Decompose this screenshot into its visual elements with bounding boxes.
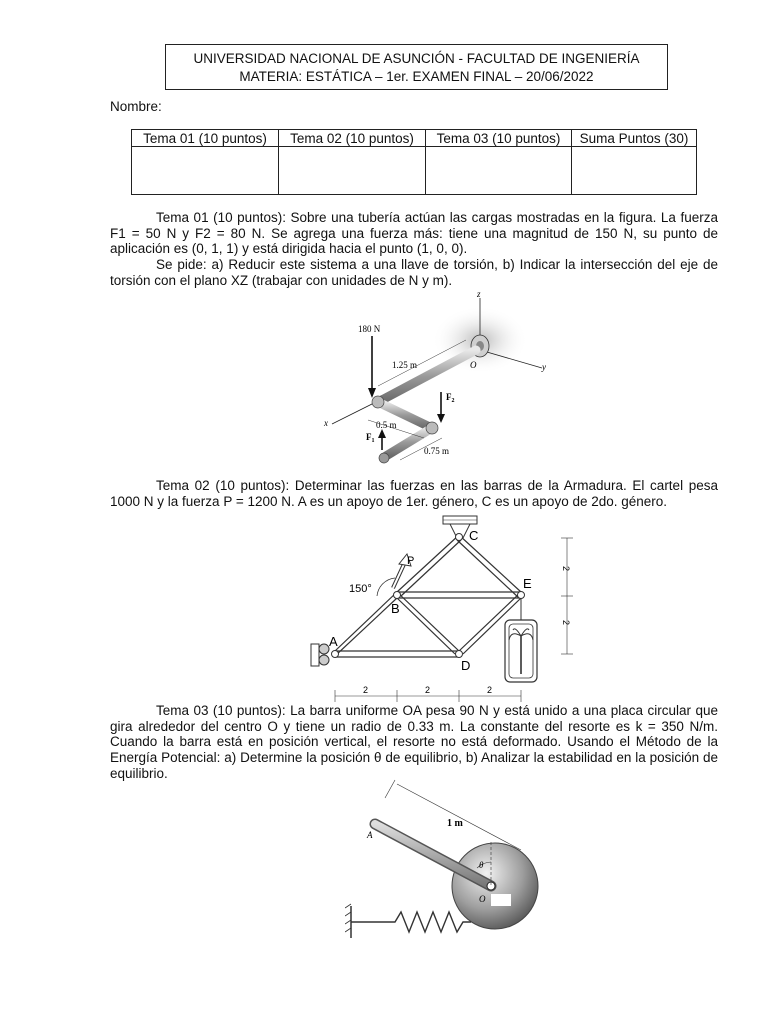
tema02-text — [110, 478, 718, 509]
spring — [351, 912, 471, 932]
pipe-figure — [320, 288, 560, 468]
tema02-statement: Tema 02 (10 puntos): Determinar las fuerzas en las barras de la Armadura. El cartel pesa 1000 N y la fuerza P = 1200 N. A es un apoyo de 1er. género, C es un apoyo de 2do. género. — [110, 478, 718, 509]
node-e-label: E — [523, 576, 532, 591]
score-cell-tema01[interactable] — [132, 147, 279, 195]
o-label: O — [479, 894, 486, 904]
p-label: P — [407, 555, 415, 567]
axis-z-label: z — [477, 289, 481, 299]
node-d-label: D — [461, 658, 471, 673]
node-b-label: B — [391, 601, 400, 616]
name-label: Nombre: — [110, 99, 162, 114]
f2-label: $F_2$ — [446, 392, 455, 404]
axis-y-label: y — [542, 362, 546, 372]
tema03-statement: Tema 03 (10 puntos): La barra uniforme OA pesa 90 N y está unido a una placa circular que gira alrededor del centro O y tiene un radio de 0.33 m. La constante del resorte es k = 350 N/m. Cuando la barra está en posición vertical, el resorte no está deformado. Usando el Método de la Energía Potencial: a) Determine la posición θ de equilibrio, b) Analizar la estabilidad en la posición de equilibrio. — [110, 703, 718, 781]
member-ab-top — [335, 592, 397, 651]
dim-right-1: 2 — [561, 566, 571, 572]
score-header-tema02: Tema 02 (10 puntos) — [279, 130, 426, 147]
f1-label: $F_1$ — [366, 432, 375, 444]
dim-125-label: 1.25 m — [392, 360, 418, 370]
score-cell-tema02[interactable] — [279, 147, 426, 195]
dim-075-label: 0.75 m — [424, 446, 450, 456]
header-subject: MATERIA: ESTÁTICA – 1er. EXAMEN FINAL – 20/06/2022 — [239, 69, 594, 84]
tema03-text — [110, 703, 718, 782]
angle-label: 150° — [349, 583, 372, 595]
origin-label: O — [470, 360, 477, 370]
node-c-label: C — [469, 528, 479, 543]
axis-x-label: x — [324, 418, 328, 428]
pipe-segment-1 — [378, 350, 476, 402]
plate-label-patch — [491, 894, 511, 906]
tema01-questions: Se pide: a) Reducir este sistema a una llave de torsión, b) Indicar la intersección del eje de torsión con el plano XZ (trabajar con unidades de N y m). — [110, 257, 718, 288]
dim-right-2: 2 — [561, 620, 571, 626]
score-header-tema03: Tema 03 (10 puntos) — [426, 130, 572, 147]
dim-bottom-1: 2 — [363, 685, 369, 695]
load-180n-label: 180 N — [358, 324, 381, 334]
score-header-tema01: Tema 01 (10 puntos) — [132, 130, 279, 147]
member-bd — [397, 592, 459, 651]
node-a-label: A — [329, 634, 338, 649]
tema01-text — [110, 210, 718, 289]
member-ce — [459, 535, 521, 592]
dim-bottom-2: 2 — [425, 685, 431, 695]
dim-05-label: 0.5 m — [376, 420, 397, 430]
support-a — [311, 644, 319, 666]
dim-bottom-3: 2 — [487, 685, 493, 695]
score-cell-total[interactable] — [572, 147, 697, 195]
bar-disk-figure — [345, 778, 555, 938]
score-table — [131, 129, 697, 195]
truss-figure — [305, 512, 585, 702]
length-label: 1 m — [447, 818, 463, 829]
score-header-total: Suma Puntos (30) — [572, 130, 697, 147]
tema01-statement: Tema 01 (10 puntos): Sobre una tubería actúan las cargas mostradas en la figura. La fuerza F1 = 50 N y F2 = 80 N. Se agrega una fuerza más: tiene una magnitud de 150 N, su punto de aplicación es (0, 1, 1) y está dirigida hacia el punto (1, 0, 0). — [110, 210, 718, 257]
score-cell-tema03[interactable] — [426, 147, 572, 195]
exam-header — [165, 44, 668, 90]
theta-label: θ — [479, 860, 484, 870]
a-label: A — [367, 830, 373, 840]
header-university: UNIVERSIDAD NACIONAL DE ASUNCIÓN - FACULTAD DE INGENIERÍA — [193, 51, 640, 66]
